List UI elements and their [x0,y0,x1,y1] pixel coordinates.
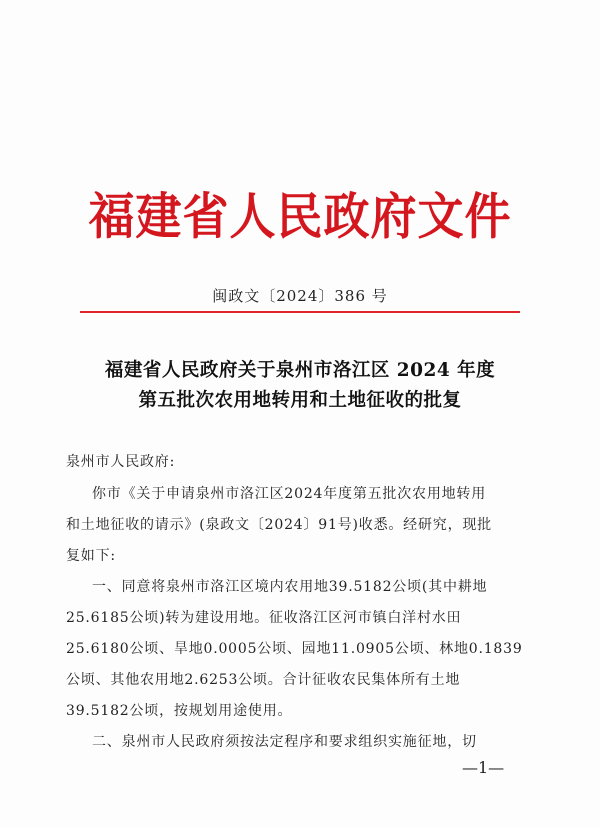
body-paragraph-line: 一、同意将泉州市洛江区境内农用地39.5182公顷(其中耕地 [92,579,488,595]
red-divider-line [80,311,520,313]
document-number: 闽政文〔2024〕386 号 [212,287,388,305]
document-title-line-1: 福建省人民政府关于泉州市洛江区 2024 年度 [104,360,496,381]
document-title-line-2: 第五批次农用地转用和土地征收的批复 [138,390,462,411]
body-paragraph-line: 和土地征收的请示》(泉政文〔2024〕91号)收悉。经研究，现批 [66,517,492,533]
page-number: —1— [462,758,505,777]
body-paragraph-line: 公顷、其他农用地2.6253公顷。合计征收农民集体所有土地 [66,672,461,688]
body-paragraph-line: 39.5182公顷，按规划用途使用。 [66,703,293,719]
body-paragraph-line: 复如下: [66,548,116,564]
document-header-title: 福建省人民政府文件 [88,187,512,246]
recipient-line: 泉州市人民政府: [66,454,176,470]
body-paragraph-line: 25.6185公顷)转为建设用地。征收洛江区河市镇白洋村水田 [66,610,462,626]
body-paragraph-line: 二、泉州市人民政府须按法定程序和要求组织实施征地，切 [92,734,477,750]
body-paragraph-line: 25.6180公顷、旱地0.0005公顷、园地11.0905公顷、林地0.1839 [66,641,523,657]
body-paragraph-line: 你市《关于申请泉州市洛江区2024年度第五批次农用地转用 [92,486,487,502]
